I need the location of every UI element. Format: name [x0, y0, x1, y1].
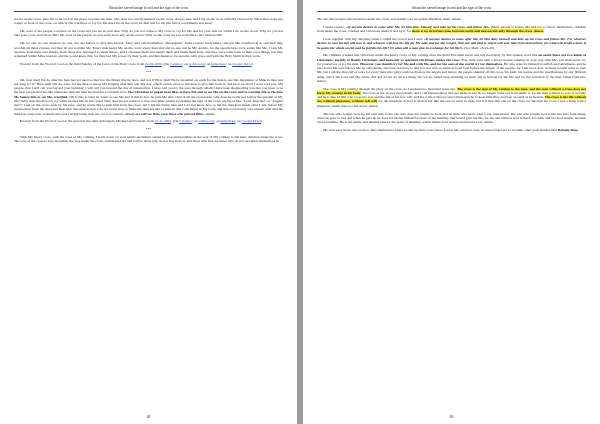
text-run: He who cries for himself is selfish and selfishness, and he who loves Me and follows Me by self-denial, and does not have to and it is not nice to separate from God before the angels of the people, for I am not a doll, as many people want to treat Me, but I am the One full of tears for every man who plays with God before the angels and before the people shaking off his cross, his faith, his stature and his steadfastness by any difficult thing, and I, the Lord and My saints, did and do not do such a thing, but we are rather long enduring on earth and in heaven for the life and for the salvation of the man, fallen from life. Amen. — [317, 61, 586, 83]
text-run: I was together with My disciples when I called the crowd and I said: — [323, 37, 424, 42]
text-run: (Matt: 16:24) to follow Me and not to follow themselves, children from under the cross, crushed and victorious under it and by it, for — [317, 24, 587, 34]
section-divider: *** — [145, 69, 152, 74]
jumpshare-link[interactable]: jumpshare — [211, 61, 226, 66]
paragraph: not lie on the cross, puts Me to lie on it in his place, because the man, who does not crucify himself on the cross, always sins, and I lay on the cross with My clean body. What man stops any longer to front of the cross, on which I lie crucified, to cry for Me that I lie on the cross for him and for his life full of worldliness and lusts? — [14, 17, 283, 26]
quote-run: «If anyone desires to come after Me, let him deny himself, and take up his cross, and follow Me» — [346, 24, 490, 29]
page-left — [0, 0, 297, 424]
date-link[interactable]: 02-04-2000 — [145, 61, 162, 66]
separator: . (On — [161, 61, 170, 66]
bold-run: on earth there are two kinds of Christians: earthly or fleshly Christians, and heavenly or spiritual Christians, under the cross. — [317, 53, 586, 62]
quote-run: «Every eye will see Him, even those who pierced Him». — [124, 111, 205, 116]
paragraph — [317, 37, 586, 50]
jumpshare-link[interactable]: jumpshare — [220, 119, 236, 124]
page-right-body — [317, 17, 586, 132]
archive-link[interactable]: archive.org — [198, 119, 215, 124]
running-head-left: About the carved image (icon) and the sign of the cross — [14, 6, 283, 12]
separator: ; on — [182, 61, 189, 66]
text-run: You, little sons with a heavy-footed walking on your way with Me, you shall never cry for yourselves or for the man. — [317, 57, 586, 66]
calameo-link[interactable]: Calameo — [179, 119, 192, 124]
highlighted-run: The cross is the life without sin, without pleasures, without self-will, — [317, 95, 586, 104]
page-right — [303, 0, 600, 424]
quote-run: «If anyone desires to come after Me, let him deny himself and take up his cross and follow Me. For whoever desires to save his life will lose it, and whoever will lose his life for My sake and for the Gospel, that one will find it, and it will save him from destruction; for what will profit a man, if he gains the whole world, and he forfeits his life? Or what will a man give in exchange for his life?» — [317, 37, 586, 50]
separator: ; on — [225, 61, 233, 66]
separator: ) — [251, 61, 253, 66]
excerpt-source — [14, 62, 283, 66]
text-run: Oh, how easy those who want to deny themselves forget to take up their cross and to follow Me, and how easy do these forget not to worship other gods besides Me! — [323, 127, 558, 132]
paragraph — [317, 128, 586, 132]
highlighted-run: there is no victorious man between earth and heaven but only through the cross. Amen. — [412, 29, 544, 34]
separator: ; on — [235, 119, 242, 124]
excerpt-text: Excerpt from the Word of God on the third Sunday of the Lent, of the Holy Cross, from — [20, 61, 146, 66]
text-run: Oh, how shall We do after the man has got used so much to the things that he does, and not I? How shall We be beautiful on earth for the man to see this happiness of Mine in man and not long for it? How shall We do, sons, for the man to know My longing after him and My day, which comes close to the man to give him from it, and he to receive? I have told you, My people, that I will call you beyond your birthday; I will call you beyond the day of resurrection. I have told you by the sons through whom I have been shepherding you that you have to be the new people that has Me otherwise than the man has had the Lord until now. — [14, 77, 283, 95]
separator: ; on — [214, 119, 221, 124]
page-number-right: 49 — [449, 415, 454, 419]
calameo-link[interactable]: Calameo — [169, 61, 183, 66]
page-number-left: 48 — [146, 415, 151, 419]
paragraph: With My heavy cross, with the cross of My coming, I settle down on your gentle shoulders; seized by awe and hardship on the way of My coming to the man, children under the cross. The way of the cross is very beautiful, the way under the cross, and blessed are and will be those who do not flee from it, and those who flee are those who do not recognize themselves in — [14, 135, 283, 144]
paragraph: The one who forgets God for his own self, is the one who does not remain in God, and let him, who hears what I say, understand. The one who forgets God is the one who falls asleep when he goes to bed and when he gets up he does not blame himself because of the humility that would give his life, for the one without God is dead, it is him, and not God in him, because God is humble, He is the gentle and humble One by the spirit of humility, which makes God in man and man in God. Amen. — [317, 111, 586, 125]
text-run: The cross is the victory upon death, and I call blessed those that get under it and do no longer come out from under it, for the man without a cross is worldly and he is like a child who loves his toys and the life of his free will, and not a life with toys and with heartache to keep him alive and true on earth as in heaven. — [317, 90, 587, 100]
section-divider: *** — [145, 127, 152, 132]
date-link[interactable]: 21-11-2002 — [154, 119, 172, 124]
separator: ) — [261, 119, 263, 124]
paragraph: Oh, sons of the people, God lies on the cross and you lie in your sins. Why do you not come to My cross to cry for Me and for your sins for which I lie on the cross? Why do you not take your cross and follow Me? Oh, sons of the people, do you want God only on the cross? Only on the cross do you want Me to lie? Answer Me! — [14, 29, 283, 38]
separator: ; on — [204, 61, 212, 66]
google-drive-link[interactable]: Google Drive — [241, 119, 262, 124]
highlighted-run: The cross is the sign of My coming to the man, and the man without a cross does not leave My coming in his body. — [317, 86, 586, 95]
text-run: for the kingdom of God is man is not like the one on earth in man, but it is like that one on the cross, for through the cross I was a King with a kingdom, which does not fall down. Amen. — [317, 99, 586, 108]
separator: ; on — [191, 119, 199, 124]
bold-run: The Christian or pagan man likes to have Me and to see Me on the cross and to worship Me as He puts Me before him to see Me, crucified. — [14, 90, 283, 99]
running-head-right: About the carved image (icon) and the sign of the cross — [317, 6, 586, 12]
page-left-body — [14, 17, 283, 144]
text-run: Oh, if this is what he wants to see Me and if this is how he puts Me unto view at all the crossroads, why does he really not follow the parable of My life? Why does the man not cry when he sees Me on the cross? Why does he not come to a stop and rather pauses by making the sign of the cross, saying to Me: "Lord, help me!" or "forgive me!"? I am on the cross, seen by his eyes, and he wants Me to help him from the cross, but I am the living One and I do not know how to tell the man how much alive I am, before My resurrection from the dead and then after the resurrection. I do not know how to make the man see Me or believe that I am living in My body, and that I can hardly stay unseen after that the time has come near so much that every living being may see, for it is written: — [14, 94, 283, 116]
paragraph: Oh, no one, no one answers, no one. No one knows to give this answer. They who call themselves "theologians" make crosses everywhere, and put Me crucified on it, and then they worship all these crosses, but they do not worship Me. Every man keeps Me on the cross; every man sins and no one can be My apostle, for the apostle have to be saints like Me. I took My apostles from their own things, from those that belonged to them before, and I cleansed them and taught them and made them holy, and they were went back to their own things, but they remained within Mine instead, and the world knew this, for they had My power by their work, and this means to be apostles with grace and with the Holy Spirit in their work. — [14, 41, 283, 59]
paragraph — [14, 78, 283, 116]
archive-link[interactable]: archive.org — [188, 61, 205, 66]
bold-run: Behold, these — [557, 127, 579, 132]
bold-run: However, you should cry for Me and with Me, and for the sons of the world cry for themselves. — [360, 61, 503, 66]
paragraph — [317, 25, 586, 34]
citation-run: (See Matt: 16:24-26) — [463, 45, 495, 50]
paragraph — [317, 53, 586, 83]
paragraph: Me, the One broken and victorious under the cross, and neither I do recognize Myself in them. Amen. — [317, 17, 462, 22]
text-run: I spoke clearly: — [323, 24, 347, 29]
text-run: The cross is My coming through the glory on the cross, as I worked two thousand years ago. — [323, 86, 458, 91]
paragraph — [317, 87, 586, 108]
excerpt-text: Excerpt from the Word of God at the synod of the saint archangels, Michael and Gabriel, from — [20, 119, 155, 124]
text-run: Amen. — [204, 111, 216, 116]
separator: . (On — [171, 119, 180, 124]
text-run: Oh, children crushed and victorious under the heavy cross of My coming after the man! You shall know and tell everybody by this spoken word that — [323, 53, 539, 58]
excerpt-source — [14, 119, 283, 123]
google-drive-link[interactable]: Google Drive — [232, 61, 252, 66]
